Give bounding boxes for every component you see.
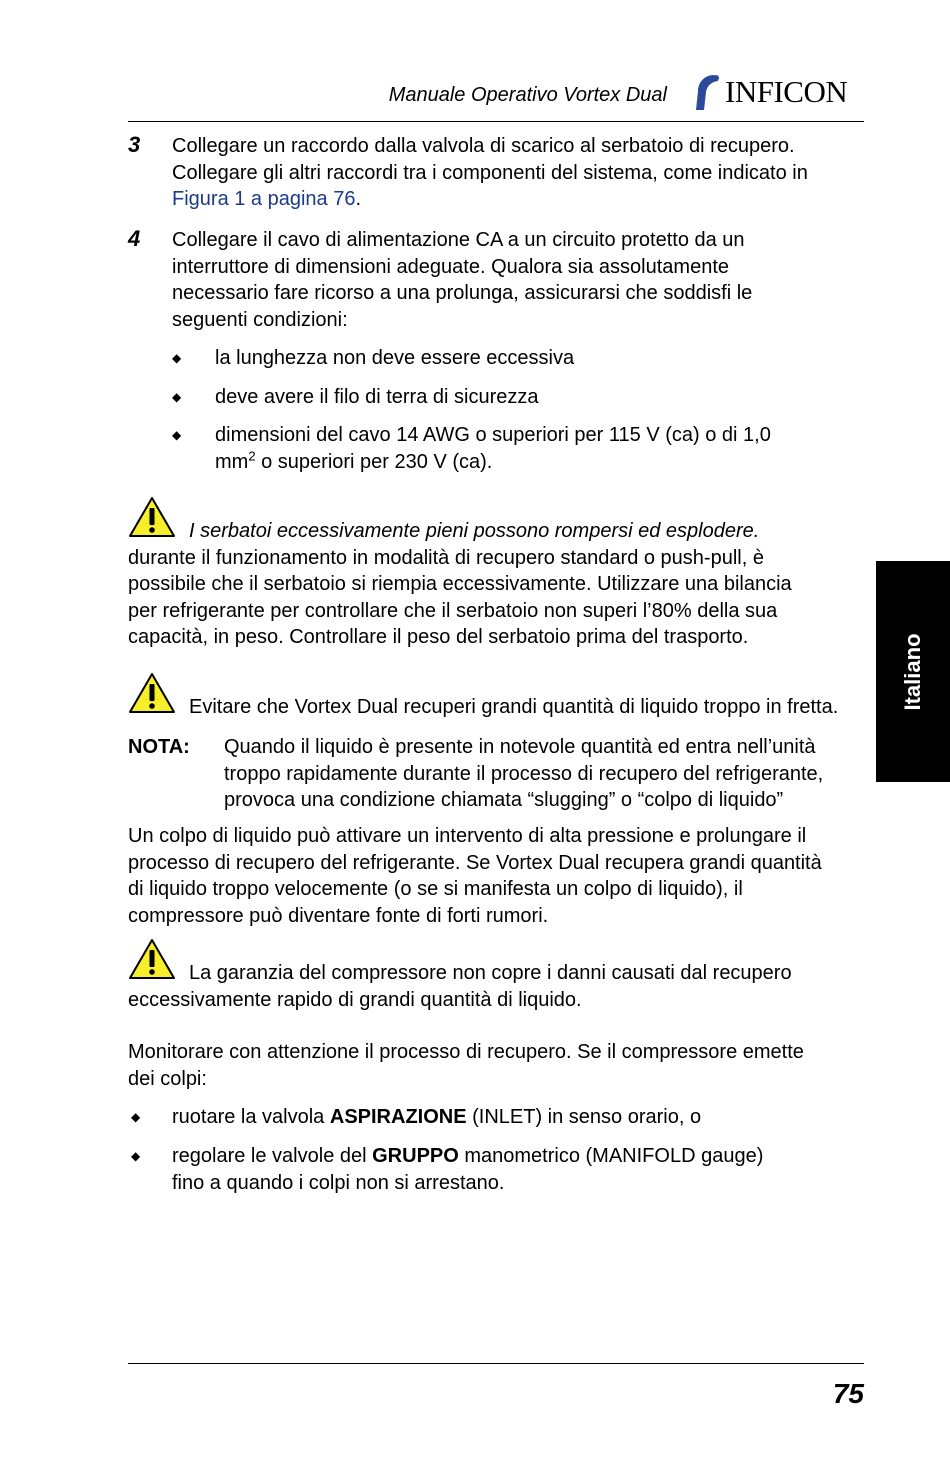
- warning-1-line: possibile che il serbatoio si riempia eccessivamente. Utilizzare una bilancia: [128, 573, 792, 595]
- inficon-logo: [692, 74, 864, 112]
- note-line: provoca una condizione chiamata “slugging” o “colpo di liquido”: [224, 789, 784, 811]
- diamond-bullet-icon: ◆: [172, 351, 182, 365]
- diamond-bullet-icon: ◆: [131, 1149, 141, 1163]
- warning-3-line: La garanzia del compressore non copre i danni causati dal recupero: [189, 962, 792, 984]
- figure-link[interactable]: Figura 1 a pagina 76: [172, 188, 356, 210]
- warning-1-title: I serbatoi eccessivamente pieni possono rompersi ed esplodere.: [189, 520, 760, 542]
- list-item: deve avere il filo di terra di sicurezza: [215, 386, 539, 408]
- paragraph-line: Un colpo di liquido può attivare un intervento di alta pressione e prolungare il: [128, 825, 807, 847]
- note-line: troppo rapidamente durante il processo di recupero del refrigerante,: [224, 762, 824, 785]
- step-4-line: Collegare il cavo di alimentazione CA a un circuito protetto da un: [172, 229, 745, 251]
- paragraph: [128, 823, 868, 929]
- warning-2-text: Evitare che Vortex Dual recuperi grandi quantità di liquido troppo in fretta.: [189, 696, 839, 718]
- list-item: [172, 1143, 862, 1196]
- paragraph-line: di liquido troppo velocemente (o se si manifesta un colpo di liquido), il: [128, 878, 743, 900]
- language-side-tab: [876, 561, 950, 782]
- page-number: 75: [832, 1378, 864, 1409]
- diamond-bullet-icon: ◆: [131, 1110, 141, 1124]
- diamond-bullet-icon: ◆: [172, 390, 182, 404]
- step-3-line: Collegare gli altri raccordi tra i componenti del sistema, come indicato in: [172, 161, 808, 184]
- paragraph-line: Monitorare con attenzione il processo di recupero. Se il compressore emette: [128, 1041, 804, 1063]
- inficon-logo-text: INFICON: [725, 74, 848, 109]
- paragraph-line: dei colpi:: [128, 1067, 207, 1090]
- unit-text: o superiori per 230 V (ca).: [255, 450, 493, 473]
- language-tab-label: Italiano: [900, 632, 925, 711]
- warning-icon: [128, 672, 176, 714]
- list-item-text: (INLET) in senso orario, o: [466, 1106, 702, 1128]
- valve-name: ASPIRAZIONE: [329, 1106, 467, 1128]
- superscript: 2: [248, 447, 256, 463]
- note-line: Quando il liquido è presente in notevole quantità ed entra nell’unità: [224, 736, 816, 758]
- paragraph-line: processo di recupero del refrigerante. Se Vortex Dual recupera grandi quantità: [128, 851, 822, 874]
- step-4-line: interruttore di dimensioni adeguate. Qualora sia assolutamente: [172, 255, 729, 278]
- list-item-line: [215, 449, 865, 476]
- note-text: [224, 734, 864, 814]
- inficon-logo-icon: [692, 74, 724, 112]
- step-number: 4: [128, 226, 141, 251]
- list-item-text: regolare le valvole del: [172, 1145, 373, 1167]
- link-suffix: .: [355, 188, 362, 210]
- warning-1-line: durante il funzionamento in modalità di recupero standard o push-pull, è: [128, 546, 764, 569]
- diamond-bullet-icon: ◆: [172, 428, 182, 442]
- step-4-line: seguenti condizioni:: [172, 308, 348, 331]
- header-rule: [128, 121, 864, 122]
- list-item-text: ruotare la valvola: [172, 1106, 330, 1128]
- warning-1-line: per refrigerante per controllare che il serbatoio non superi l’80% della sua: [128, 599, 778, 622]
- paragraph: [128, 1039, 868, 1092]
- list-item: [172, 1104, 862, 1131]
- list-item-text: manometrico (MANIFOLD gauge): [458, 1145, 764, 1167]
- unit-text: mm: [215, 450, 249, 473]
- step-number: 3: [128, 132, 141, 157]
- step-3-text: [172, 133, 872, 213]
- paragraph-line: compressore può diventare fonte di forti rumori.: [128, 904, 549, 927]
- warning-3-block: [128, 960, 868, 1013]
- list-item-line: [172, 1143, 862, 1170]
- list-item-line: dimensioni del cavo 14 AWG o superiori per 115 V (ca) o di 1,0: [215, 424, 771, 446]
- step-4-text: [172, 227, 872, 333]
- warning-3-line: eccessivamente rapido di grandi quantità di liquido.: [128, 988, 582, 1011]
- step-3-line: [172, 186, 872, 213]
- note-label: NOTA:: [128, 736, 190, 758]
- running-header-title: Manuale Operativo Vortex Dual: [388, 84, 667, 106]
- list-item-line: fino a quando i colpi non si arrestano.: [172, 1171, 505, 1194]
- list-item: [215, 422, 865, 475]
- warning-1-block: [128, 518, 868, 651]
- warning-1-line: capacità, in peso. Controllare il peso del serbatoio prima del trasporto.: [128, 626, 749, 648]
- step-3-line: Collegare un raccordo dalla valvola di scarico al serbatoio di recupero.: [172, 135, 795, 157]
- step-4-line: necessario fare ricorso a una prolunga, assicurarsi che soddisfi le: [172, 282, 753, 304]
- footer-rule: [128, 1363, 864, 1364]
- group-name: GRUPPO: [372, 1145, 459, 1167]
- list-item: la lunghezza non deve essere eccessiva: [215, 347, 575, 369]
